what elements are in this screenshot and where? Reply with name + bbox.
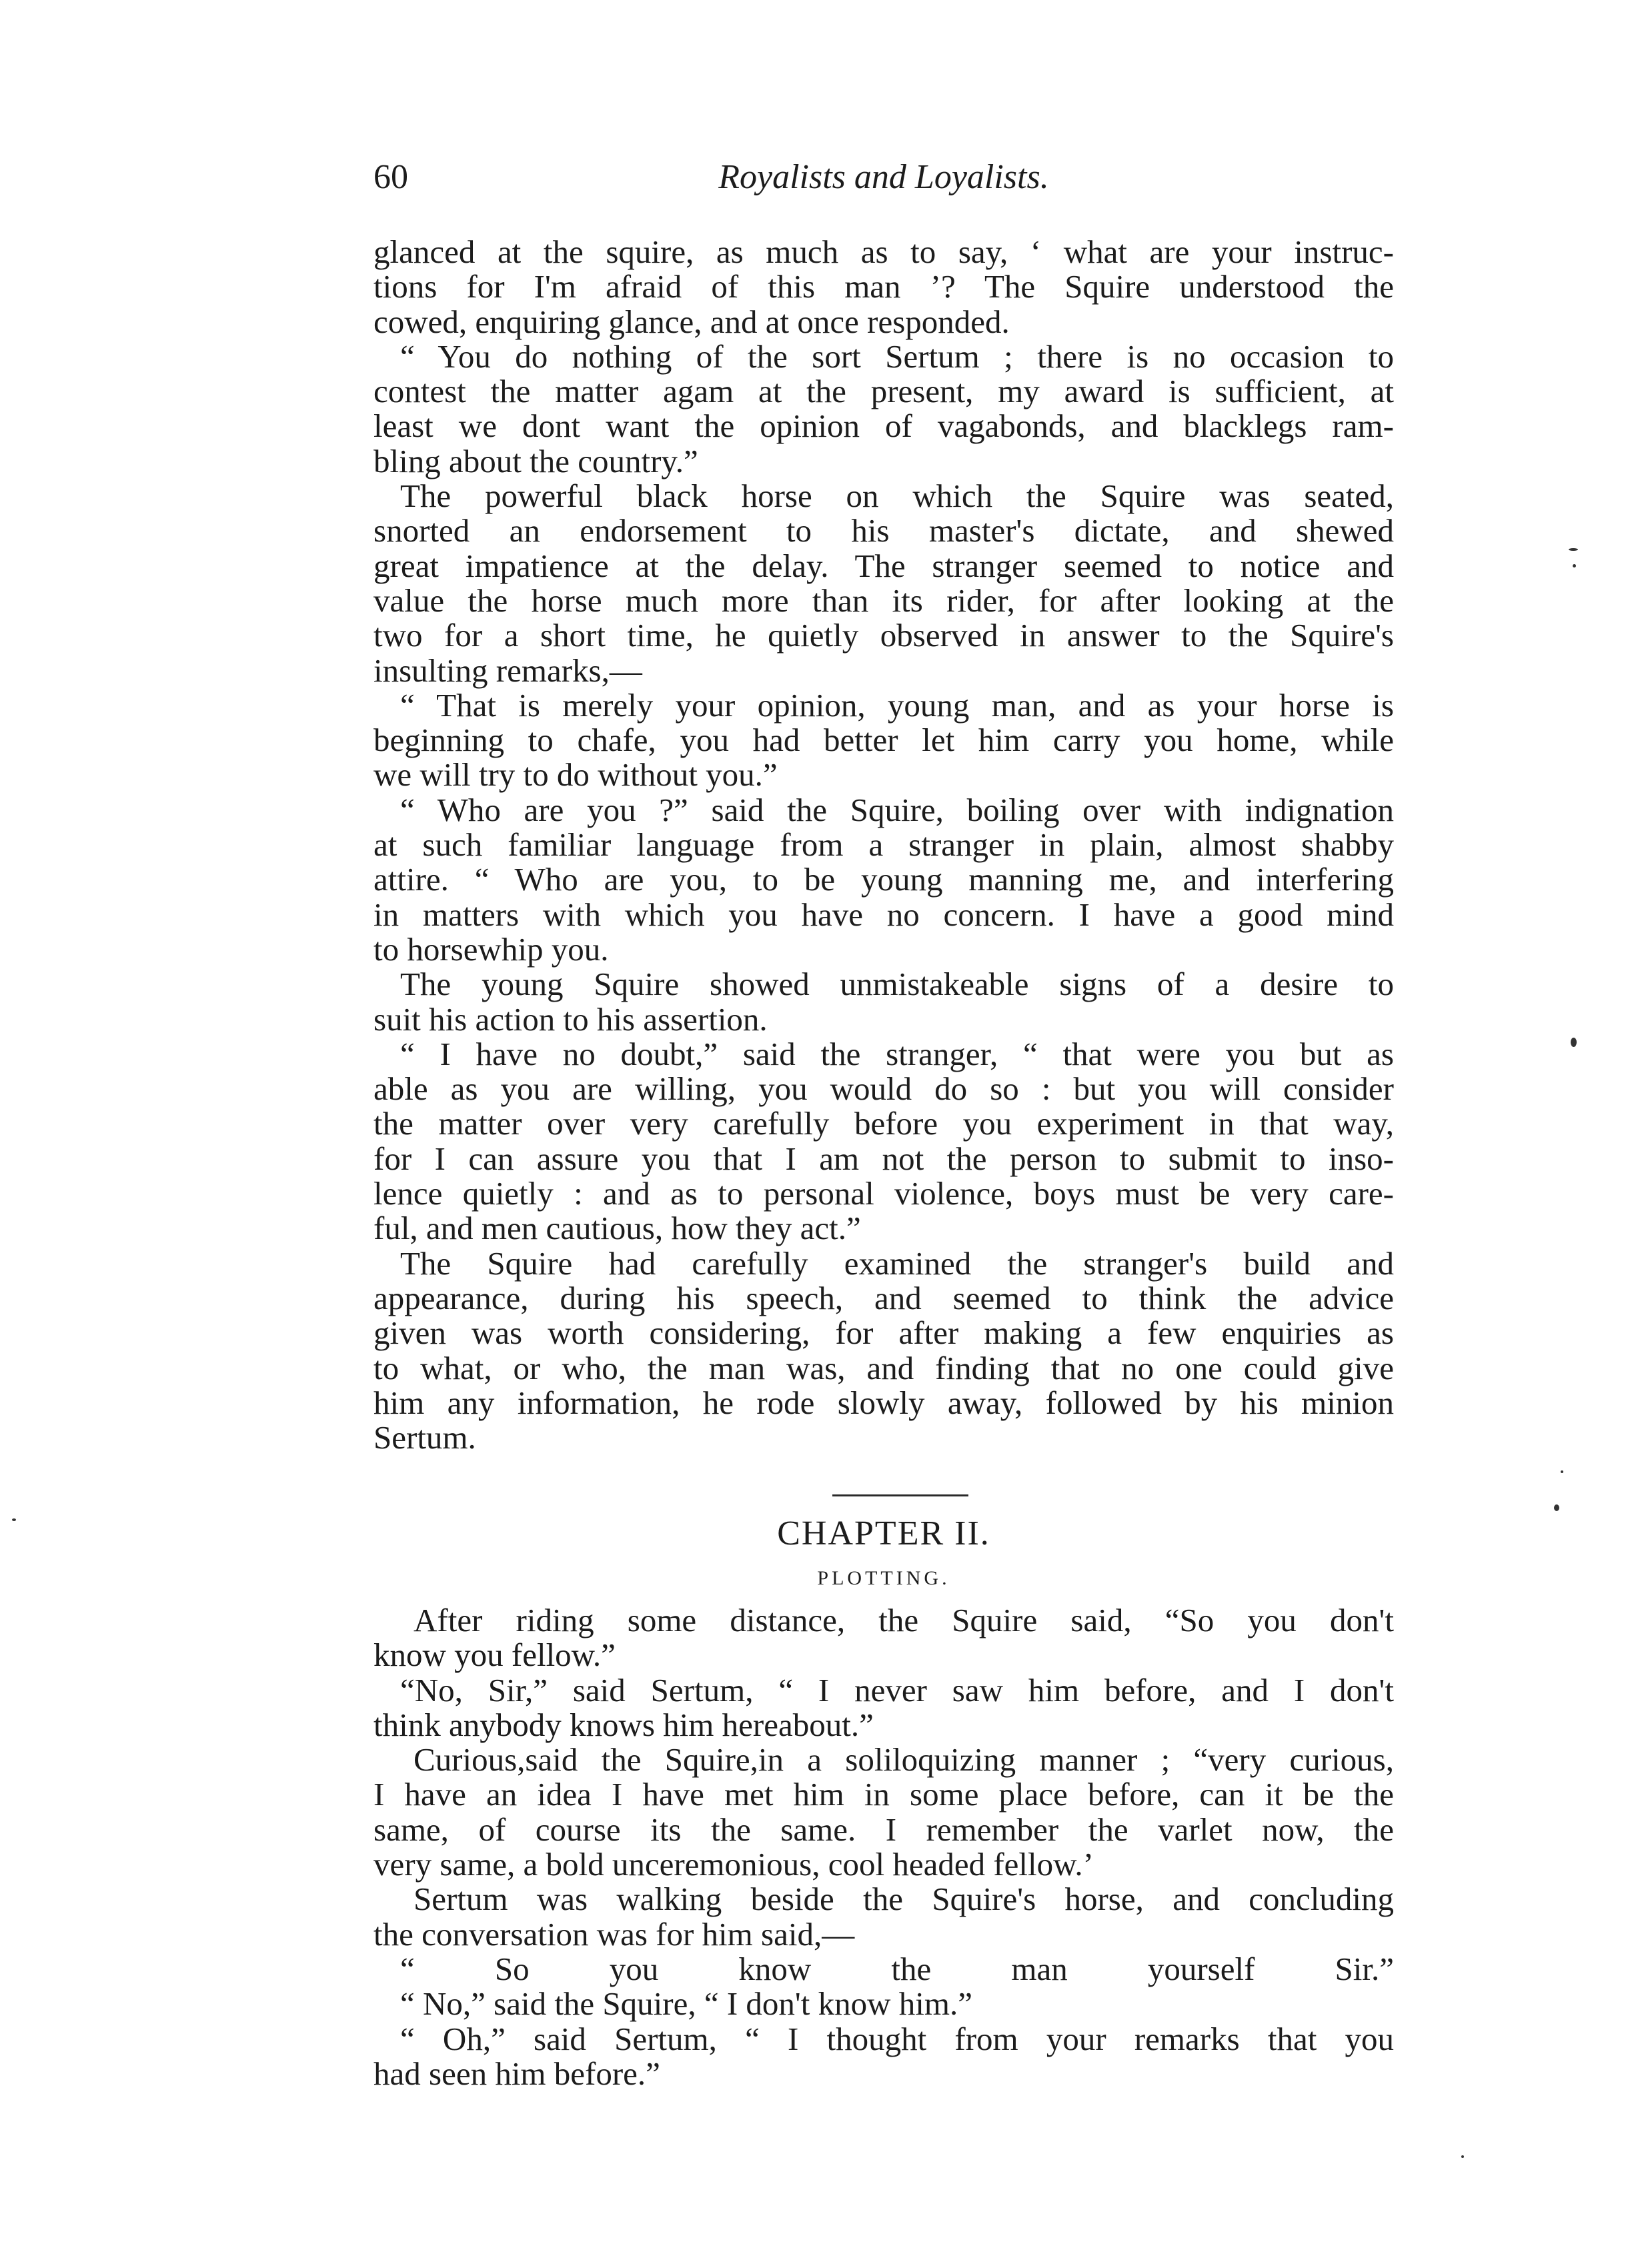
text-line: appearance, during his speech, and seemed to think the advice <box>373 1279 1394 1316</box>
text-line: The powerful black horse on which the Squire was seated, <box>400 477 1394 515</box>
chapter-subtitle: PLOTTING. <box>817 1567 950 1589</box>
running-head: Royalists and Loyalists. <box>718 158 1049 196</box>
text-line: at such familiar language from a stranger in plain, almost shabby <box>373 826 1394 864</box>
scan-speck <box>12 1518 16 1521</box>
text-line: know you fellow.” <box>373 1636 616 1674</box>
text-line: in matters with which you have no concern. I have a good mind <box>373 896 1394 933</box>
text-line: two for a short time, he quietly observed in answer to the Squire's <box>373 617 1394 654</box>
scan-speck <box>1571 1038 1577 1047</box>
text-line: value the horse much more than its rider, for after looking at the <box>373 582 1394 619</box>
text-line: I have an idea I have met him in some place before, can it be the <box>373 1776 1394 1813</box>
text-line: “ Oh,” said Sertum, “ I thought from your remarks that you <box>400 2020 1394 2057</box>
scan-speck <box>1569 548 1578 551</box>
text-line: for I can assure you that I am not the person to submit to inso- <box>373 1140 1394 1177</box>
text-line: “ Who are you ?” said the Squire, boiling over with indignation <box>400 791 1394 828</box>
text-line: “ You do nothing of the sort Sertum ; there is no occasion to <box>400 337 1394 375</box>
text-line: “ I have no doubt,” said the stranger, “ that were you but as <box>400 1035 1394 1072</box>
scan-speck <box>1554 1504 1559 1511</box>
text-line: “ No,” said the Squire, “ I don't know him.” <box>400 1985 972 2023</box>
text-line: least we dont want the opinion of vagabonds, and blacklegs ram- <box>373 407 1394 445</box>
text-line: snorted an endorsement to his master's dictate, and shewed <box>373 512 1394 549</box>
text-block-2 <box>373 1603 1394 2091</box>
text-line: to what, or who, the man was, and finding that no one could give <box>373 1349 1394 1386</box>
text-line: him any information, he rode slowly away, followed by his minion <box>373 1384 1394 1421</box>
chapter-title: CHAPTER II. <box>777 1514 990 1552</box>
text-line: great impatience at the delay. The stranger seemed to notice and <box>373 547 1394 584</box>
text-line: had seen him before.” <box>373 2055 660 2092</box>
page-number: 60 <box>373 158 408 196</box>
text-line: cowed, enquiring glance, and at once responded. <box>373 303 1010 340</box>
text-line: glanced at the squire, as much as to say, ‘ what are your instruc- <box>373 233 1394 270</box>
text-line: Curious,said the Squire,in a soliloquizing manner ; “very curious, <box>414 1741 1394 1779</box>
text-line: the matter over very carefully before you experiment in that way, <box>373 1105 1394 1142</box>
text-line: attire. “ Who are you, to be young manning me, and interfering <box>373 861 1394 898</box>
text-line: The Squire had carefully examined the stranger's build and <box>400 1244 1394 1282</box>
text-line: same, of course its the same. I remember the varlet now, the <box>373 1811 1394 1848</box>
chapter-rule <box>832 1494 968 1496</box>
scan-speck <box>1573 564 1576 568</box>
text-line: ful, and men cautious, how they act.” <box>373 1210 861 1247</box>
text-line: bling about the country.” <box>373 442 698 479</box>
page-header <box>373 157 1394 211</box>
text-block-1 <box>373 235 1394 1455</box>
text-line: given was worth considering, for after making a few enquiries as <box>373 1314 1394 1352</box>
text-line: Sertum was walking beside the Squire's horse, and concluding <box>414 1881 1394 1918</box>
text-line: The young Squire showed unmistakeable signs of a desire to <box>400 966 1394 1003</box>
text-line: “No, Sir,” said Sertum, “ I never saw him before, and I don't <box>400 1671 1394 1709</box>
text-line: very same, a bold unceremonious, cool headed fellow.’ <box>373 1846 1094 1883</box>
text-line: beginning to chafe, you had better let him carry you home, while <box>373 722 1394 759</box>
text-line: tions for I'm afraid of this man ’? The Squire understood the <box>373 268 1394 305</box>
text-line: Sertum. <box>373 1419 476 1456</box>
text-line: After riding some distance, the Squire said, “So you don't <box>414 1602 1394 1638</box>
scan-speck <box>1461 2155 1464 2158</box>
text-line: “ That is merely your opinion, young man, and as your horse is <box>400 686 1394 724</box>
text-line: to horsewhip you. <box>373 930 609 968</box>
text-line: lence quietly : and as to personal violence, boys must be very care- <box>373 1175 1394 1212</box>
text-line: the conversation was for him said,— <box>373 1915 855 1953</box>
text-line: able as you are willing, you would do so : but you will consider <box>373 1070 1394 1108</box>
text-line: insulting remarks,— <box>373 652 642 689</box>
text-line: “ So you know the man yourself Sir.” <box>400 1950 1394 1987</box>
text-line: we will try to do without you.” <box>373 756 778 794</box>
text-line: suit his action to his assertion. <box>373 1000 768 1038</box>
text-line: think anybody knows him hereabout.” <box>373 1706 874 1743</box>
scan-speck <box>1561 1470 1563 1473</box>
text-line: contest the matter agam at the present, my award is sufficient, at <box>373 373 1394 410</box>
